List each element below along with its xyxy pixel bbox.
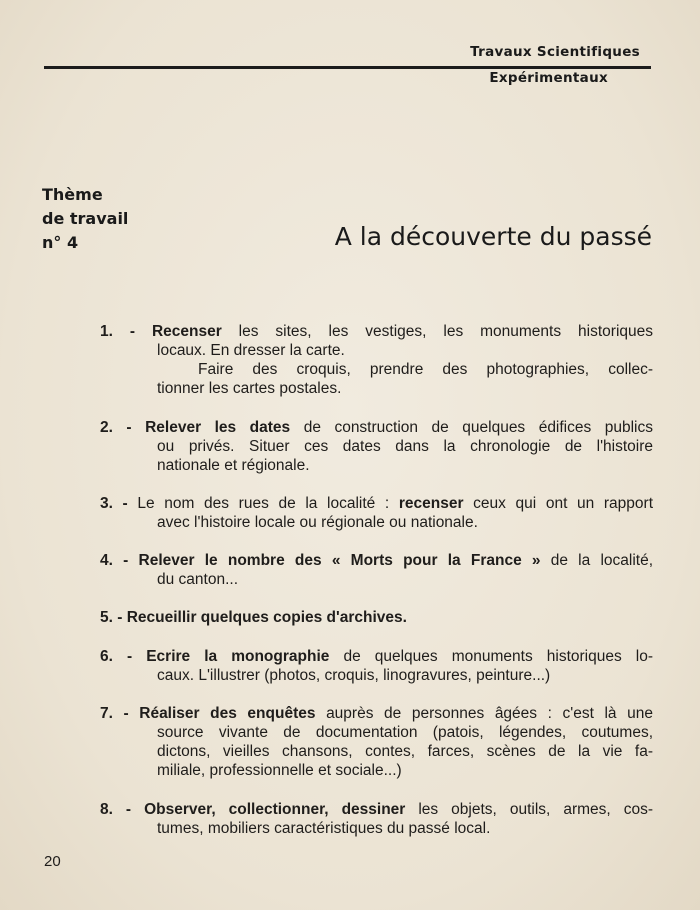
theme-label	[42, 183, 128, 255]
item-keyword: Réaliser des enquêtes	[139, 705, 316, 722]
theme-label-line2: de travail	[42, 209, 129, 228]
list-item	[100, 322, 653, 398]
item-text: miliale, professionnelle et sociale...)	[157, 762, 402, 779]
list-item	[100, 418, 653, 475]
item-text: tionner les cartes postales.	[157, 380, 342, 397]
item-number: 3. -	[100, 495, 138, 512]
item-number: 7. -	[100, 705, 140, 722]
item-text: source vivante de documentation (patois, légendes, coutumes,	[157, 724, 653, 741]
item-number: 2. -	[100, 419, 146, 436]
item-number: 4. -	[100, 552, 139, 569]
item-number: 1. -	[100, 323, 152, 340]
item-keyword: Observer, collectionner, dessiner	[144, 801, 406, 818]
item-text: tumes, mobiliers caractéristiques du passé local.	[157, 820, 491, 837]
page-number: 20	[44, 853, 61, 870]
item-keyword: Recenser	[151, 323, 222, 340]
item-text: Le nom des rues de la localité :	[137, 495, 399, 512]
item-text: de la localité,	[540, 552, 654, 569]
item-keyword: Ecrire la monographie	[146, 648, 330, 665]
item-text: du canton...	[157, 571, 239, 588]
item-text: de construction de quelques édifices publics	[290, 419, 654, 436]
work-item-list	[100, 322, 653, 838]
item-keyword: Relever le nombre des « Morts pour la France »	[138, 552, 541, 569]
list-item	[100, 494, 653, 532]
item-text: caux. L'illustrer (photos, croquis, linogravures, peinture...)	[157, 667, 551, 684]
item-keyword: Recueillir quelques copies d'archives.	[126, 609, 407, 626]
item-number: 8. -	[100, 801, 145, 818]
list-item	[100, 551, 653, 589]
list-item	[100, 608, 653, 627]
item-text: de quelques monuments historiques lo-	[329, 648, 654, 665]
page-title: A la découverte du passé	[334, 222, 652, 251]
item-keyword: recenser	[398, 495, 464, 512]
item-text: Faire des croquis, prendre des photographies, collec-	[198, 361, 653, 378]
item-keyword: Relever les dates	[145, 419, 291, 436]
theme-label-line1: Thème	[42, 185, 103, 204]
list-item	[100, 704, 653, 780]
item-text: avec l'histoire locale ou régionale ou nationale.	[157, 514, 478, 531]
list-item	[100, 800, 653, 838]
section-title-line1: Travaux Scientifiques	[470, 44, 640, 60]
item-number: 6. -	[100, 648, 147, 665]
item-text: les sites, les vestiges, les monuments historiques	[221, 323, 653, 340]
item-number: 5. -	[100, 609, 127, 626]
item-text: nationale et régionale.	[157, 457, 310, 474]
item-text: locaux. En dresser la carte.	[157, 342, 345, 359]
item-text: ou privés. Situer ces dates dans la chronologie de l'histoire	[157, 438, 653, 455]
theme-label-line3: n° 4	[42, 233, 79, 252]
section-title-line2: Expérimentaux	[489, 70, 608, 86]
item-text: dictons, vieilles chansons, contes, farces, scènes de la vie fa-	[157, 743, 653, 760]
item-text: les objets, outils, armes, cos-	[405, 801, 653, 818]
item-text: auprès de personnes âgées : c'est là une	[315, 705, 653, 722]
list-item	[100, 647, 653, 685]
header-rule	[44, 66, 651, 69]
item-text: ceux qui ont un rapport	[463, 495, 654, 512]
